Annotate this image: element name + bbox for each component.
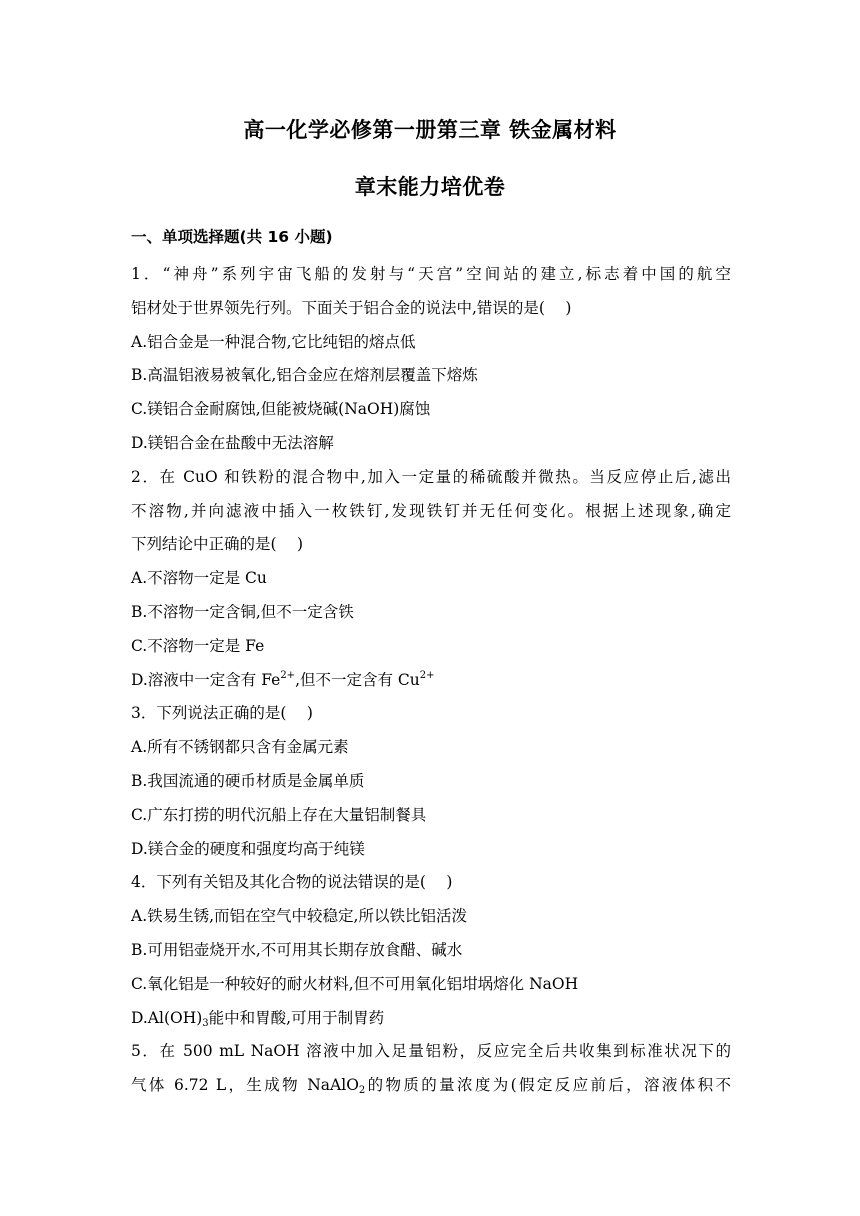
question-stem: 2．在 CuO 和铁粉的混合物中,加入一定量的稀硫酸并微热。当反应停止后,滤出	[131, 467, 731, 486]
option-c: C.氧化铝是一种较好的耐火材料,但不可用氧化铝坩埚熔化 NaOH	[131, 974, 579, 993]
subscript: 2	[358, 1085, 366, 1097]
option-text: 能中和胃酸,可用于制胃药	[208, 1008, 385, 1027]
question-1	[131, 258, 731, 461]
question-2	[131, 461, 731, 698]
section-heading: 一、单项选择题(共 16 小题)	[131, 228, 333, 246]
question-stem: 1．“神舟”系列宇宙飞船的发射与“天宫”空间站的建立,标志着中国的航空	[131, 265, 731, 283]
option-b: B.可用铝壶烧开水,不可用其长期存放食醋、碱水	[131, 940, 463, 959]
option-text: D.溶液中一定含有 Fe	[131, 670, 281, 689]
page-subtitle: 章末能力培优卷	[354, 175, 506, 199]
option-d: D.镁合金的硬度和强度均高于纯镁	[131, 839, 365, 858]
question-list	[131, 258, 731, 1103]
charge-superscript: 2+	[280, 669, 296, 681]
option-a: A.铁易生锈,而铝在空气中较稳定,所以铁比铝活泼	[131, 907, 467, 926]
subscript: 3	[202, 1017, 209, 1029]
option-d: D.镁铝合金在盐酸中无法溶解	[131, 433, 334, 452]
option-a: A.铝合金是一种混合物,它比纯铝的熔点低	[131, 332, 416, 351]
question-stem	[131, 1069, 731, 1103]
page-title: 高一化学必修第一册第三章 铁金属材料	[243, 118, 617, 142]
question-stem: 不溶物,并向滤液中插入一枚铁钉,发现铁钉并无任何变化。根据上述现象,确定	[131, 501, 731, 520]
option-b: B.不溶物一定含铜,但不一定含铁	[131, 602, 354, 621]
charge-superscript: 2+	[419, 669, 435, 681]
option-c: C.广东打捞的明代沉船上存在大量铝制餐具	[131, 805, 427, 824]
question-3	[131, 697, 731, 866]
option-d	[131, 664, 731, 698]
option-c: C.不溶物一定是 Fe	[131, 636, 265, 655]
option-b: B.我国流通的硬币材质是金属单质	[131, 771, 365, 790]
option-a: A.不溶物一定是 Cu	[131, 569, 267, 588]
question-stem: 铝材处于世界领先行列。下面关于铝合金的说法中,错误的是( )	[131, 298, 572, 317]
option-c: C.镁铝合金耐腐蚀,但能被烧碱(NaOH)腐蚀	[131, 400, 431, 419]
question-5	[131, 1035, 731, 1103]
question-stem: 下列结论中正确的是( )	[131, 535, 304, 554]
question-stem: 4．下列有关铝及其化合物的说法错误的是( )	[131, 873, 453, 892]
option-text: ,但不一定含有 Cu	[295, 670, 420, 689]
option-text: D.Al(OH)	[131, 1008, 203, 1027]
stem-text: 的物质的量浓度为(假定反应前后，溶液体积不	[365, 1076, 731, 1095]
option-b: B.高温铝液易被氧化,铝合金应在熔剂层覆盖下熔炼	[131, 366, 478, 385]
option-d	[131, 1002, 731, 1036]
question-stem: 5．在 500 mL NaOH 溶液中加入足量铝粉，反应完全后共收集到标准状况下的	[131, 1042, 731, 1061]
option-a: A.所有不锈钢都只含有金属元素	[131, 738, 349, 757]
question-stem: 3．下列说法正确的是( )	[131, 704, 313, 723]
question-4	[131, 866, 731, 1035]
stem-text: 气体 6.72 L，生成物 NaAlO	[131, 1076, 359, 1095]
